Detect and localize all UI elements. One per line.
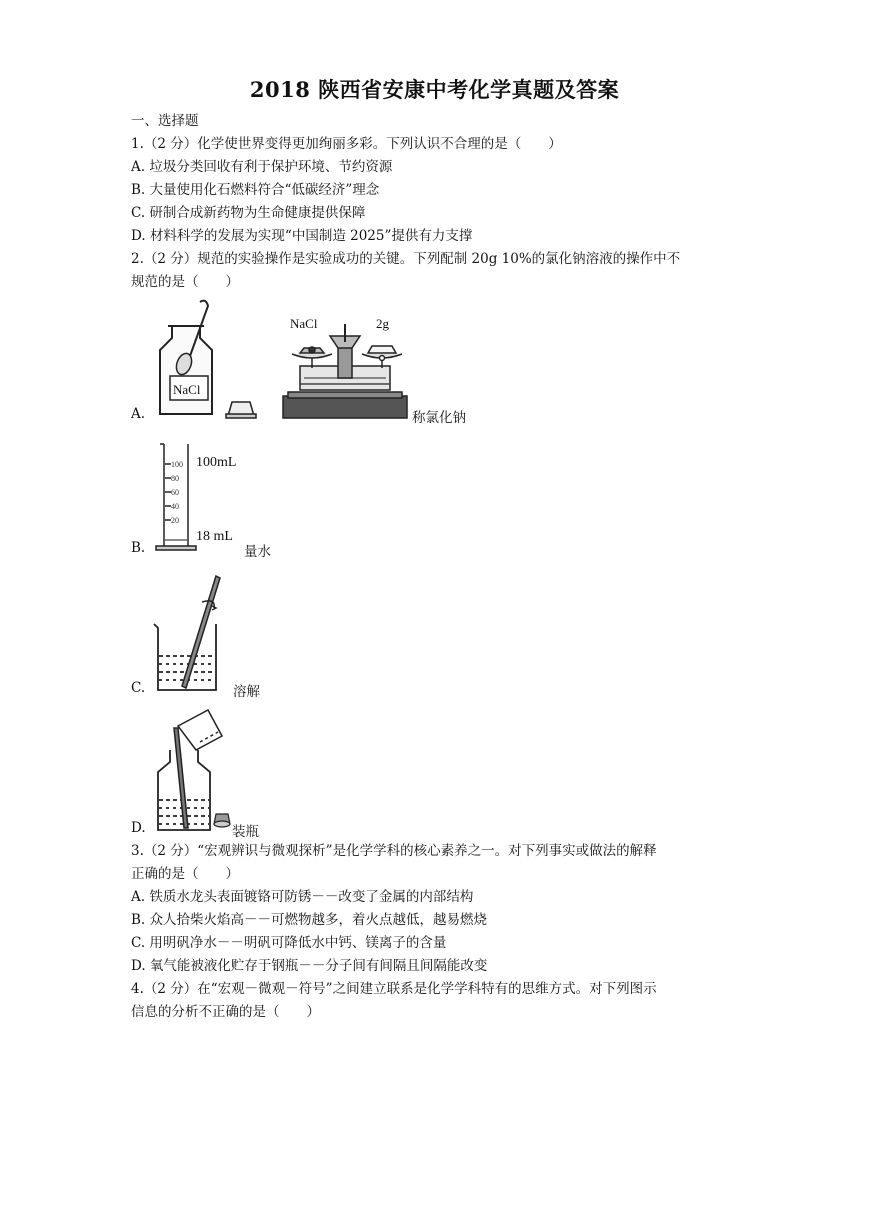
stopper-icon bbox=[214, 814, 230, 827]
q2-option-c-letter: C. bbox=[131, 680, 146, 696]
stopper-icon bbox=[226, 402, 256, 418]
glass-rod-icon bbox=[174, 728, 188, 828]
q2-stem-line1: 2.（2 分）规范的实验操作是实验成功的关键。下列配制 20g 10%的氯化钠溶液的操作中不 bbox=[131, 251, 681, 267]
q1-option-d: D. 材料科学的发展为实现“中国制造 2025”提供有力支撑 bbox=[131, 228, 473, 244]
cylinder-top-label: 100mL bbox=[196, 455, 237, 470]
balance-icon bbox=[283, 316, 407, 418]
q3-option-b: B. 众人拾柴火焰高－－可燃物越多，着火点越低，越易燃烧 bbox=[131, 912, 488, 928]
graduated-cylinder-figure bbox=[150, 440, 245, 556]
q4-stem-line1: 4.（2 分）在“宏观－微观－符号”之间建立联系是化学学科特有的思维方式。对下列图示 bbox=[131, 981, 657, 997]
cylinder-tick-label: 40 bbox=[171, 502, 179, 511]
cylinder-ticks bbox=[165, 460, 183, 525]
cylinder-tick-label: 100 bbox=[171, 460, 183, 469]
q3-stem-line2: 正确的是（ ） bbox=[131, 866, 239, 882]
q3-option-a: A. 铁质水龙头表面镀铬可防锈－－改变了金属的内部结构 bbox=[131, 889, 474, 905]
q1-option-b: B. 大量使用化石燃料符合“低碳经济”理念 bbox=[131, 182, 380, 198]
section-heading: 一、选择题 bbox=[131, 113, 199, 129]
cylinder-bottom-label: 18 mL bbox=[196, 529, 233, 544]
q3-option-d: D. 氧气能被液化贮存于钢瓶－－分子间有间隔且间隔能改变 bbox=[131, 958, 488, 974]
q4-stem-line2: 信息的分析不正确的是（ ） bbox=[131, 1004, 320, 1020]
q2-option-d-caption: 装瓶 bbox=[232, 824, 259, 840]
cylinder-tick-label: 80 bbox=[171, 474, 179, 483]
q3-option-c: C. 用明矾净水－－明矾可降低水中钙、镁离子的含量 bbox=[131, 935, 447, 951]
cylinder-tick-label: 20 bbox=[171, 516, 179, 525]
q2-option-a-caption: 称氯化钠 bbox=[412, 410, 466, 426]
q2-option-c-caption: 溶解 bbox=[233, 684, 260, 700]
bottle-label: NaCl bbox=[173, 382, 201, 397]
tilted-beaker-icon bbox=[178, 710, 222, 750]
q2-option-a-letter: A. bbox=[131, 406, 146, 422]
left-pan-label: NaCl bbox=[290, 316, 318, 331]
weighing-figure bbox=[150, 296, 410, 424]
dissolving-figure bbox=[150, 572, 230, 696]
graduated-cylinder-icon bbox=[156, 444, 196, 550]
cylinder-tick-label: 60 bbox=[171, 488, 179, 497]
q2-option-b-letter: B. bbox=[131, 540, 146, 556]
page-title: 2018 陕西省安康中考化学真题及答案 bbox=[249, 77, 620, 102]
q1-option-a: A. 垃圾分类回收有利于保护环境、节约资源 bbox=[131, 159, 393, 175]
q2-option-d-letter: D. bbox=[131, 820, 146, 836]
q2-stem-line2: 规范的是（ ） bbox=[131, 274, 239, 290]
right-pan-label: 2g bbox=[376, 316, 389, 331]
q1-option-c: C. 研制合成新药物为生命健康提供保障 bbox=[131, 205, 366, 221]
q1-stem: 1.（2 分）化学使世界变得更加绚丽多彩。下列认识不合理的是（ ） bbox=[131, 136, 562, 152]
q2-option-b-caption: 量水 bbox=[244, 544, 271, 560]
q3-stem-line1: 3.（2 分）“宏观辨识与微观探析”是化学学科的核心素养之一。对下列事实或做法的解释 bbox=[131, 843, 657, 859]
bottling-figure bbox=[150, 706, 240, 836]
